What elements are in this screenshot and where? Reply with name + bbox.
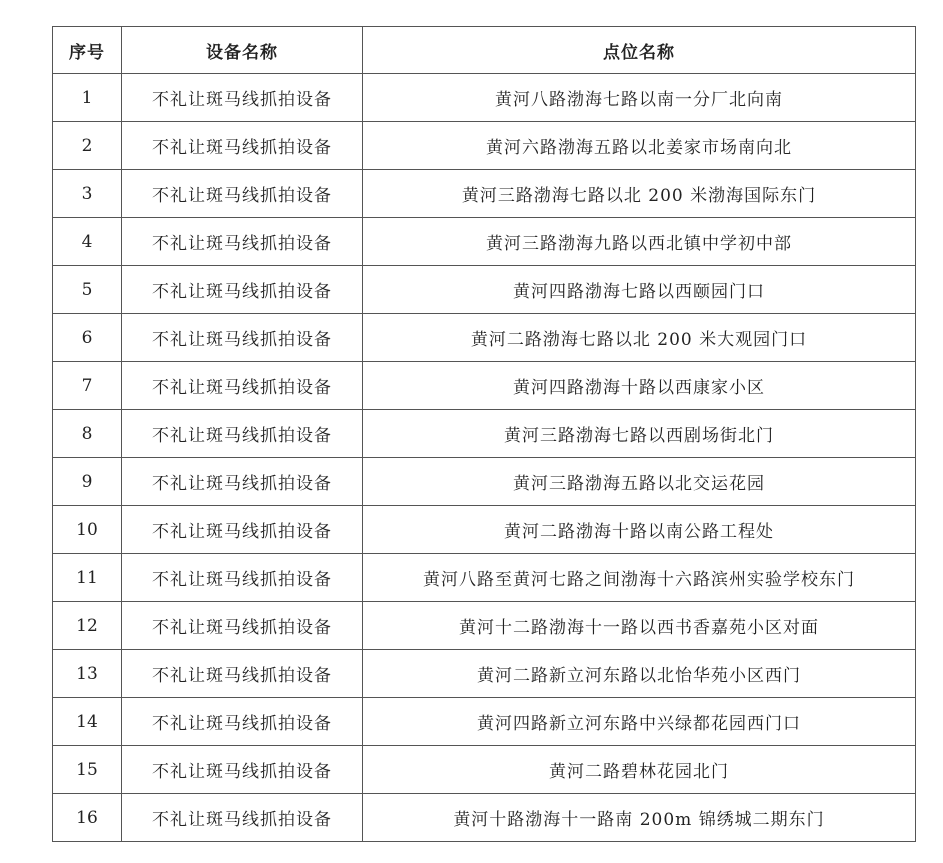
row-location-name: 黄河八路至黄河七路之间渤海十六路滨州实验学校东门	[363, 554, 916, 602]
row-number: 14	[53, 698, 122, 746]
row-device-name: 不礼让斑马线抓拍设备	[122, 650, 363, 698]
row-number: 7	[53, 362, 122, 410]
row-number: 5	[53, 266, 122, 314]
row-number: 4	[53, 218, 122, 266]
row-device-name: 不礼让斑马线抓拍设备	[122, 602, 363, 650]
table-row	[53, 314, 916, 362]
row-device-name: 不礼让斑马线抓拍设备	[122, 458, 363, 506]
row-location-name: 黄河四路渤海十路以西康家小区	[363, 362, 916, 410]
row-number: 6	[53, 314, 122, 362]
row-location-name: 黄河六路渤海五路以北姜家市场南向北	[363, 122, 916, 170]
table-row	[53, 362, 916, 410]
row-location-name: 黄河二路渤海十路以南公路工程处	[363, 506, 916, 554]
device-location-table	[52, 26, 916, 842]
row-number: 9	[53, 458, 122, 506]
row-number: 2	[53, 122, 122, 170]
table-row	[53, 554, 916, 602]
row-number: 10	[53, 506, 122, 554]
table-row	[53, 266, 916, 314]
row-location-name: 黄河十路渤海十一路南 200m 锦绣城二期东门	[363, 794, 916, 842]
header-location-name: 点位名称	[363, 27, 916, 74]
table-row	[53, 746, 916, 794]
row-number: 13	[53, 650, 122, 698]
row-device-name: 不礼让斑马线抓拍设备	[122, 506, 363, 554]
row-location-name: 黄河八路渤海七路以南一分厂北向南	[363, 74, 916, 122]
row-device-name: 不礼让斑马线抓拍设备	[122, 122, 363, 170]
row-device-name: 不礼让斑马线抓拍设备	[122, 218, 363, 266]
row-device-name: 不礼让斑马线抓拍设备	[122, 362, 363, 410]
row-number: 8	[53, 410, 122, 458]
row-device-name: 不礼让斑马线抓拍设备	[122, 746, 363, 794]
row-device-name: 不礼让斑马线抓拍设备	[122, 170, 363, 218]
table-row	[53, 602, 916, 650]
row-location-name: 黄河二路渤海七路以北 200 米大观园门口	[363, 314, 916, 362]
row-number: 1	[53, 74, 122, 122]
table-row	[53, 218, 916, 266]
table-header-row	[53, 27, 916, 74]
row-location-name: 黄河十二路渤海十一路以西书香嘉苑小区对面	[363, 602, 916, 650]
row-device-name: 不礼让斑马线抓拍设备	[122, 314, 363, 362]
table-row	[53, 794, 916, 842]
row-number: 15	[53, 746, 122, 794]
row-number: 16	[53, 794, 122, 842]
row-number: 12	[53, 602, 122, 650]
header-serial-number: 序号	[53, 27, 122, 74]
row-number: 3	[53, 170, 122, 218]
row-device-name: 不礼让斑马线抓拍设备	[122, 554, 363, 602]
table-row	[53, 170, 916, 218]
row-location-name: 黄河三路渤海七路以西剧场街北门	[363, 410, 916, 458]
header-device-name: 设备名称	[122, 27, 363, 74]
row-device-name: 不礼让斑马线抓拍设备	[122, 794, 363, 842]
row-location-name: 黄河三路渤海七路以北 200 米渤海国际东门	[363, 170, 916, 218]
table-row	[53, 698, 916, 746]
table-row	[53, 74, 916, 122]
row-location-name: 黄河三路渤海五路以北交运花园	[363, 458, 916, 506]
row-device-name: 不礼让斑马线抓拍设备	[122, 266, 363, 314]
row-location-name: 黄河三路渤海九路以西北镇中学初中部	[363, 218, 916, 266]
row-location-name: 黄河四路渤海七路以西颐园门口	[363, 266, 916, 314]
row-number: 11	[53, 554, 122, 602]
row-location-name: 黄河二路碧林花园北门	[363, 746, 916, 794]
table-row	[53, 506, 916, 554]
row-location-name: 黄河二路新立河东路以北怡华苑小区西门	[363, 650, 916, 698]
table-row	[53, 458, 916, 506]
row-device-name: 不礼让斑马线抓拍设备	[122, 698, 363, 746]
table-row	[53, 410, 916, 458]
table-row	[53, 122, 916, 170]
row-device-name: 不礼让斑马线抓拍设备	[122, 410, 363, 458]
row-device-name: 不礼让斑马线抓拍设备	[122, 74, 363, 122]
table-row	[53, 650, 916, 698]
row-location-name: 黄河四路新立河东路中兴绿都花园西门口	[363, 698, 916, 746]
